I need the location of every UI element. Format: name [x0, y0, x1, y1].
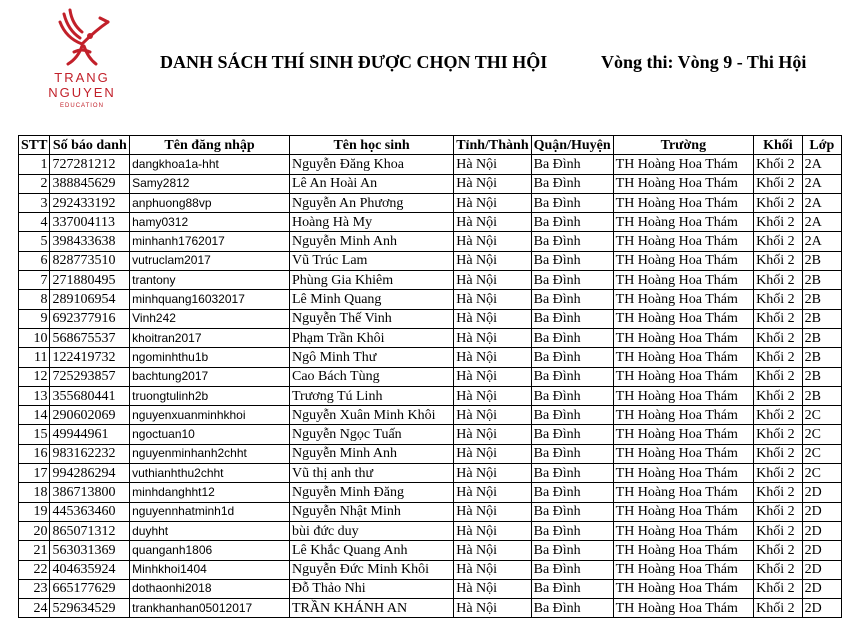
col-ten-hoc-sinh-cell: Lê Minh Quang	[289, 290, 453, 309]
table-row	[19, 290, 842, 309]
table-row	[19, 579, 842, 598]
col-tinh-thanh-cell: Hà Nội	[454, 213, 531, 232]
col-quan-huyen-cell: Ba Đình	[531, 213, 613, 232]
table-row	[19, 309, 842, 328]
col-ten-dang-nhap-cell: vutruclam2017	[130, 251, 290, 270]
col-so-bao-danh-cell: 404635924	[50, 560, 130, 579]
col-so-bao-danh-cell: 568675537	[50, 328, 130, 347]
col-ten-hoc-sinh-cell: Trương Tú Linh	[289, 386, 453, 405]
col-so-bao-danh-cell: 49944961	[50, 425, 130, 444]
table-row	[19, 483, 842, 502]
col-ten-dang-nhap-cell: Minhkhoi1404	[130, 560, 290, 579]
col-khoi-cell: Khối 2	[754, 232, 803, 251]
col-so-bao-danh-cell: 983162232	[50, 444, 130, 463]
col-so-bao-danh-cell: 271880495	[50, 271, 130, 290]
col-ten-dang-nhap-cell: trankhanhan05012017	[130, 599, 290, 618]
table-row	[19, 599, 842, 618]
col-ten-dang-nhap-cell: nguyenminhanh2chht	[130, 444, 290, 463]
col-so-bao-danh-cell: 337004113	[50, 213, 130, 232]
col-tinh-thanh-cell: Hà Nội	[454, 348, 531, 367]
col-stt-cell: 2	[19, 174, 50, 193]
col-lop-cell: 2B	[802, 271, 841, 290]
table-row	[19, 521, 842, 540]
col-tinh-thanh-cell: Hà Nội	[454, 386, 531, 405]
col-ten-hoc-sinh-cell: Lê Khắc Quang Anh	[289, 541, 453, 560]
table-row	[19, 348, 842, 367]
table-row	[19, 502, 842, 521]
col-lop-cell: 2B	[802, 348, 841, 367]
col-khoi-cell: Khối 2	[754, 425, 803, 444]
col-khoi-cell: Khối 2	[754, 406, 803, 425]
col-ten-hoc-sinh-cell: Vũ Trúc Lam	[289, 251, 453, 270]
col-ten-dang-nhap-cell: ngominhthu1b	[130, 348, 290, 367]
col-stt-cell: 24	[19, 599, 50, 618]
col-stt-cell: 13	[19, 386, 50, 405]
table-row	[19, 541, 842, 560]
table-row	[19, 155, 842, 174]
col-truong-cell: TH Hoàng Hoa Thám	[613, 213, 753, 232]
col-lop-cell: 2C	[802, 406, 841, 425]
col-tinh-thanh-cell: Hà Nội	[454, 406, 531, 425]
col-quan-huyen-cell: Ba Đình	[531, 174, 613, 193]
col-stt-cell: 12	[19, 367, 50, 386]
table-row	[19, 464, 842, 483]
col-truong-cell: TH Hoàng Hoa Thám	[613, 232, 753, 251]
col-ten-hoc-sinh-cell: Nguyễn An Phương	[289, 193, 453, 212]
col-tinh-thanh-cell: Hà Nội	[454, 193, 531, 212]
col-stt-cell: 4	[19, 213, 50, 232]
brand-line2: NGUYEN	[48, 85, 116, 100]
col-ten-hoc-sinh-cell: Nguyễn Đăng Khoa	[289, 155, 453, 174]
col-stt-cell: 15	[19, 425, 50, 444]
col-lop-cell: 2B	[802, 386, 841, 405]
col-truong-cell: TH Hoàng Hoa Thám	[613, 444, 753, 463]
col-lop-cell: 2D	[802, 599, 841, 618]
col-ten-dang-nhap-cell: trantony	[130, 271, 290, 290]
col-truong-cell: TH Hoàng Hoa Thám	[613, 560, 753, 579]
col-truong-cell: TH Hoàng Hoa Thám	[613, 502, 753, 521]
col-khoi-cell: Khối 2	[754, 444, 803, 463]
col-ten-dang-nhap-cell: Samy2812	[130, 174, 290, 193]
col-quan-huyen-cell: Ba Đình	[531, 425, 613, 444]
table-row	[19, 386, 842, 405]
col-lop-cell: 2A	[802, 174, 841, 193]
col-lop-header: Lớp	[802, 136, 841, 155]
col-truong-cell: TH Hoàng Hoa Thám	[613, 155, 753, 174]
col-lop-cell: 2A	[802, 213, 841, 232]
col-tinh-thanh-cell: Hà Nội	[454, 232, 531, 251]
col-stt-cell: 10	[19, 328, 50, 347]
col-so-bao-danh-cell: 665177629	[50, 579, 130, 598]
col-stt-cell: 3	[19, 193, 50, 212]
col-lop-cell: 2D	[802, 483, 841, 502]
col-stt-cell: 6	[19, 251, 50, 270]
col-quan-huyen-cell: Ba Đình	[531, 483, 613, 502]
col-quan-huyen-cell: Ba Đình	[531, 560, 613, 579]
col-tinh-thanh-cell: Hà Nội	[454, 541, 531, 560]
col-ten-hoc-sinh-header: Tên học sinh	[289, 136, 453, 155]
col-khoi-cell: Khối 2	[754, 348, 803, 367]
col-khoi-cell: Khối 2	[754, 599, 803, 618]
col-ten-hoc-sinh-cell: Nguyễn Ngọc Tuấn	[289, 425, 453, 444]
col-ten-hoc-sinh-cell: Đỗ Thảo Nhi	[289, 579, 453, 598]
col-khoi-cell: Khối 2	[754, 502, 803, 521]
col-ten-dang-nhap-cell: minhdanghht12	[130, 483, 290, 502]
col-lop-cell: 2B	[802, 251, 841, 270]
col-stt-cell: 22	[19, 560, 50, 579]
col-ten-hoc-sinh-cell: bùi đức duy	[289, 521, 453, 540]
col-quan-huyen-cell: Ba Đình	[531, 579, 613, 598]
col-stt-cell: 5	[19, 232, 50, 251]
col-stt-header: STT	[19, 136, 50, 155]
col-ten-dang-nhap-cell: quanganh1806	[130, 541, 290, 560]
col-khoi-cell: Khối 2	[754, 386, 803, 405]
col-ten-dang-nhap-cell: bachtung2017	[130, 367, 290, 386]
col-truong-cell: TH Hoàng Hoa Thám	[613, 309, 753, 328]
col-ten-hoc-sinh-cell: Nguyễn Nhật Minh	[289, 502, 453, 521]
col-ten-hoc-sinh-cell: Hoàng Hà My	[289, 213, 453, 232]
col-so-bao-danh-cell: 865071312	[50, 521, 130, 540]
col-truong-cell: TH Hoàng Hoa Thám	[613, 464, 753, 483]
header-row	[19, 136, 842, 155]
col-ten-hoc-sinh-cell: Cao Bách Tùng	[289, 367, 453, 386]
table-row	[19, 444, 842, 463]
col-so-bao-danh-cell: 692377916	[50, 309, 130, 328]
col-khoi-cell: Khối 2	[754, 193, 803, 212]
col-ten-dang-nhap-cell: minhquang16032017	[130, 290, 290, 309]
col-so-bao-danh-cell: 386713800	[50, 483, 130, 502]
col-so-bao-danh-cell: 563031369	[50, 541, 130, 560]
col-khoi-cell: Khối 2	[754, 579, 803, 598]
col-ten-dang-nhap-cell: anphuong88vp	[130, 193, 290, 212]
col-truong-cell: TH Hoàng Hoa Thám	[613, 328, 753, 347]
col-so-bao-danh-cell: 725293857	[50, 367, 130, 386]
col-ten-hoc-sinh-cell: TRẦN KHÁNH AN	[289, 599, 453, 618]
col-quan-huyen-cell: Ba Đình	[531, 290, 613, 309]
col-khoi-cell: Khối 2	[754, 464, 803, 483]
col-stt-cell: 1	[19, 155, 50, 174]
col-lop-cell: 2C	[802, 444, 841, 463]
col-tinh-thanh-cell: Hà Nội	[454, 599, 531, 618]
col-stt-cell: 9	[19, 309, 50, 328]
col-lop-cell: 2A	[802, 155, 841, 174]
col-stt-cell: 8	[19, 290, 50, 309]
col-quan-huyen-cell: Ba Đình	[531, 309, 613, 328]
col-lop-cell: 2B	[802, 367, 841, 386]
col-lop-cell: 2B	[802, 328, 841, 347]
table-row	[19, 560, 842, 579]
col-stt-cell: 17	[19, 464, 50, 483]
col-ten-hoc-sinh-cell: Phùng Gia Khiêm	[289, 271, 453, 290]
col-lop-cell: 2B	[802, 309, 841, 328]
col-lop-cell: 2D	[802, 502, 841, 521]
col-tinh-thanh-cell: Hà Nội	[454, 502, 531, 521]
col-ten-dang-nhap-cell: truongtulinh2b	[130, 386, 290, 405]
col-truong-cell: TH Hoàng Hoa Thám	[613, 521, 753, 540]
col-ten-hoc-sinh-cell: Nguyễn Minh Anh	[289, 444, 453, 463]
col-tinh-thanh-cell: Hà Nội	[454, 444, 531, 463]
col-quan-huyen-cell: Ba Đình	[531, 271, 613, 290]
col-quan-huyen-header: Quận/Huyện	[531, 136, 613, 155]
col-truong-cell: TH Hoàng Hoa Thám	[613, 174, 753, 193]
col-stt-cell: 14	[19, 406, 50, 425]
table-row	[19, 174, 842, 193]
col-quan-huyen-cell: Ba Đình	[531, 444, 613, 463]
table-row	[19, 193, 842, 212]
col-tinh-thanh-cell: Hà Nội	[454, 251, 531, 270]
col-ten-dang-nhap-cell: nguyennhatminh1d	[130, 502, 290, 521]
col-khoi-cell: Khối 2	[754, 155, 803, 174]
col-khoi-cell: Khối 2	[754, 251, 803, 270]
col-tinh-thanh-cell: Hà Nội	[454, 521, 531, 540]
col-truong-cell: TH Hoàng Hoa Thám	[613, 541, 753, 560]
col-lop-cell: 2D	[802, 579, 841, 598]
col-so-bao-danh-cell: 828773510	[50, 251, 130, 270]
col-quan-huyen-cell: Ba Đình	[531, 599, 613, 618]
col-khoi-cell: Khối 2	[754, 560, 803, 579]
col-ten-hoc-sinh-cell: Nguyễn Minh Đăng	[289, 483, 453, 502]
col-ten-hoc-sinh-cell: Ngô Minh Thư	[289, 348, 453, 367]
table-row	[19, 406, 842, 425]
col-khoi-cell: Khối 2	[754, 290, 803, 309]
col-quan-huyen-cell: Ba Đình	[531, 348, 613, 367]
col-quan-huyen-cell: Ba Đình	[531, 464, 613, 483]
col-ten-hoc-sinh-cell: Phạm Trần Khôi	[289, 328, 453, 347]
col-lop-cell: 2B	[802, 290, 841, 309]
col-so-bao-danh-cell: 398433638	[50, 232, 130, 251]
col-so-bao-danh-header: Số báo danh	[50, 136, 130, 155]
col-tinh-thanh-cell: Hà Nội	[454, 155, 531, 174]
col-ten-dang-nhap-cell: dothaonhi2018	[130, 579, 290, 598]
col-khoi-cell: Khối 2	[754, 213, 803, 232]
col-ten-hoc-sinh-cell: Nguyễn Thế Vinh	[289, 309, 453, 328]
col-so-bao-danh-cell: 727281212	[50, 155, 130, 174]
brand-line1: TRANG	[54, 70, 110, 85]
col-quan-huyen-cell: Ba Đình	[531, 193, 613, 212]
table-row	[19, 425, 842, 444]
col-khoi-cell: Khối 2	[754, 367, 803, 386]
table-row	[19, 251, 842, 270]
col-truong-cell: TH Hoàng Hoa Thám	[613, 483, 753, 502]
col-so-bao-danh-cell: 529634529	[50, 599, 130, 618]
col-tinh-thanh-cell: Hà Nội	[454, 271, 531, 290]
col-tinh-thanh-header: Tỉnh/Thành	[454, 136, 531, 155]
round-label: Vòng thi: Vòng 9 - Thi Hội	[601, 52, 807, 72]
document-title: DANH SÁCH THÍ SINH ĐƯỢC CHỌN THI HỘI	[160, 52, 548, 72]
col-lop-cell: 2C	[802, 464, 841, 483]
phoenix-icon	[38, 8, 126, 70]
col-truong-cell: TH Hoàng Hoa Thám	[613, 406, 753, 425]
col-so-bao-danh-cell: 445363460	[50, 502, 130, 521]
col-ten-dang-nhap-cell: nguyenxuanminhkhoi	[130, 406, 290, 425]
col-ten-hoc-sinh-cell: Nguyễn Đức Minh Khôi	[289, 560, 453, 579]
col-tinh-thanh-cell: Hà Nội	[454, 425, 531, 444]
col-ten-hoc-sinh-cell: Lê An Hoài An	[289, 174, 453, 193]
col-khoi-cell: Khối 2	[754, 271, 803, 290]
col-ten-hoc-sinh-cell: Nguyễn Minh Anh	[289, 232, 453, 251]
trang-nguyen-logo	[38, 8, 126, 112]
col-truong-cell: TH Hoàng Hoa Thám	[613, 193, 753, 212]
col-so-bao-danh-cell: 292433192	[50, 193, 130, 212]
col-tinh-thanh-cell: Hà Nội	[454, 328, 531, 347]
col-stt-cell: 21	[19, 541, 50, 560]
col-tinh-thanh-cell: Hà Nội	[454, 174, 531, 193]
table-row	[19, 271, 842, 290]
col-quan-huyen-cell: Ba Đình	[531, 502, 613, 521]
col-tinh-thanh-cell: Hà Nội	[454, 290, 531, 309]
col-quan-huyen-cell: Ba Đình	[531, 328, 613, 347]
col-truong-cell: TH Hoàng Hoa Thám	[613, 425, 753, 444]
col-khoi-cell: Khối 2	[754, 541, 803, 560]
col-so-bao-danh-cell: 122419732	[50, 348, 130, 367]
col-truong-cell: TH Hoàng Hoa Thám	[613, 348, 753, 367]
col-ten-dang-nhap-cell: ngoctuan10	[130, 425, 290, 444]
col-stt-cell: 23	[19, 579, 50, 598]
col-lop-cell: 2D	[802, 521, 841, 540]
col-tinh-thanh-cell: Hà Nội	[454, 560, 531, 579]
col-quan-huyen-cell: Ba Đình	[531, 521, 613, 540]
col-truong-cell: TH Hoàng Hoa Thám	[613, 386, 753, 405]
col-so-bao-danh-cell: 290602069	[50, 406, 130, 425]
col-quan-huyen-cell: Ba Đình	[531, 367, 613, 386]
col-ten-dang-nhap-header: Tên đăng nhập	[130, 136, 290, 155]
col-quan-huyen-cell: Ba Đình	[531, 251, 613, 270]
col-lop-cell: 2A	[802, 232, 841, 251]
col-tinh-thanh-cell: Hà Nội	[454, 464, 531, 483]
col-lop-cell: 2D	[802, 560, 841, 579]
col-ten-dang-nhap-cell: dangkhoa1a-hht	[130, 155, 290, 174]
col-ten-dang-nhap-cell: vuthianhthu2chht	[130, 464, 290, 483]
col-ten-dang-nhap-cell: minhanh1762017	[130, 232, 290, 251]
col-khoi-cell: Khối 2	[754, 174, 803, 193]
col-stt-cell: 20	[19, 521, 50, 540]
col-truong-cell: TH Hoàng Hoa Thám	[613, 367, 753, 386]
col-khoi-header: Khối	[754, 136, 803, 155]
col-quan-huyen-cell: Ba Đình	[531, 541, 613, 560]
col-khoi-cell: Khối 2	[754, 309, 803, 328]
col-truong-cell: TH Hoàng Hoa Thám	[613, 599, 753, 618]
col-ten-dang-nhap-cell: hamy0312	[130, 213, 290, 232]
col-lop-cell: 2D	[802, 541, 841, 560]
col-so-bao-danh-cell: 994286294	[50, 464, 130, 483]
col-stt-cell: 18	[19, 483, 50, 502]
brand-line3: EDUCATION	[60, 103, 104, 109]
col-quan-huyen-cell: Ba Đình	[531, 232, 613, 251]
col-khoi-cell: Khối 2	[754, 483, 803, 502]
col-khoi-cell: Khối 2	[754, 328, 803, 347]
candidate-table	[18, 135, 842, 618]
col-ten-hoc-sinh-cell: Nguyễn Xuân Minh Khôi	[289, 406, 453, 425]
col-truong-cell: TH Hoàng Hoa Thám	[613, 271, 753, 290]
col-so-bao-danh-cell: 355680441	[50, 386, 130, 405]
col-tinh-thanh-cell: Hà Nội	[454, 367, 531, 386]
table-row	[19, 232, 842, 251]
col-ten-dang-nhap-cell: khoitran2017	[130, 328, 290, 347]
col-tinh-thanh-cell: Hà Nội	[454, 579, 531, 598]
col-so-bao-danh-cell: 289106954	[50, 290, 130, 309]
col-stt-cell: 11	[19, 348, 50, 367]
col-quan-huyen-cell: Ba Đình	[531, 406, 613, 425]
col-stt-cell: 16	[19, 444, 50, 463]
col-ten-hoc-sinh-cell: Vũ thị anh thư	[289, 464, 453, 483]
col-quan-huyen-cell: Ba Đình	[531, 155, 613, 174]
table-row	[19, 213, 842, 232]
col-tinh-thanh-cell: Hà Nội	[454, 309, 531, 328]
col-khoi-cell: Khối 2	[754, 521, 803, 540]
col-stt-cell: 7	[19, 271, 50, 290]
col-truong-cell: TH Hoàng Hoa Thám	[613, 290, 753, 309]
col-ten-dang-nhap-cell: duyhht	[130, 521, 290, 540]
col-stt-cell: 19	[19, 502, 50, 521]
col-quan-huyen-cell: Ba Đình	[531, 386, 613, 405]
table-row	[19, 367, 842, 386]
col-so-bao-danh-cell: 388845629	[50, 174, 130, 193]
col-ten-dang-nhap-cell: Vinh242	[130, 309, 290, 328]
col-lop-cell: 2A	[802, 193, 841, 212]
col-truong-header: Trường	[613, 136, 753, 155]
col-truong-cell: TH Hoàng Hoa Thám	[613, 579, 753, 598]
col-tinh-thanh-cell: Hà Nội	[454, 483, 531, 502]
table-row	[19, 328, 842, 347]
col-lop-cell: 2C	[802, 425, 841, 444]
col-truong-cell: TH Hoàng Hoa Thám	[613, 251, 753, 270]
